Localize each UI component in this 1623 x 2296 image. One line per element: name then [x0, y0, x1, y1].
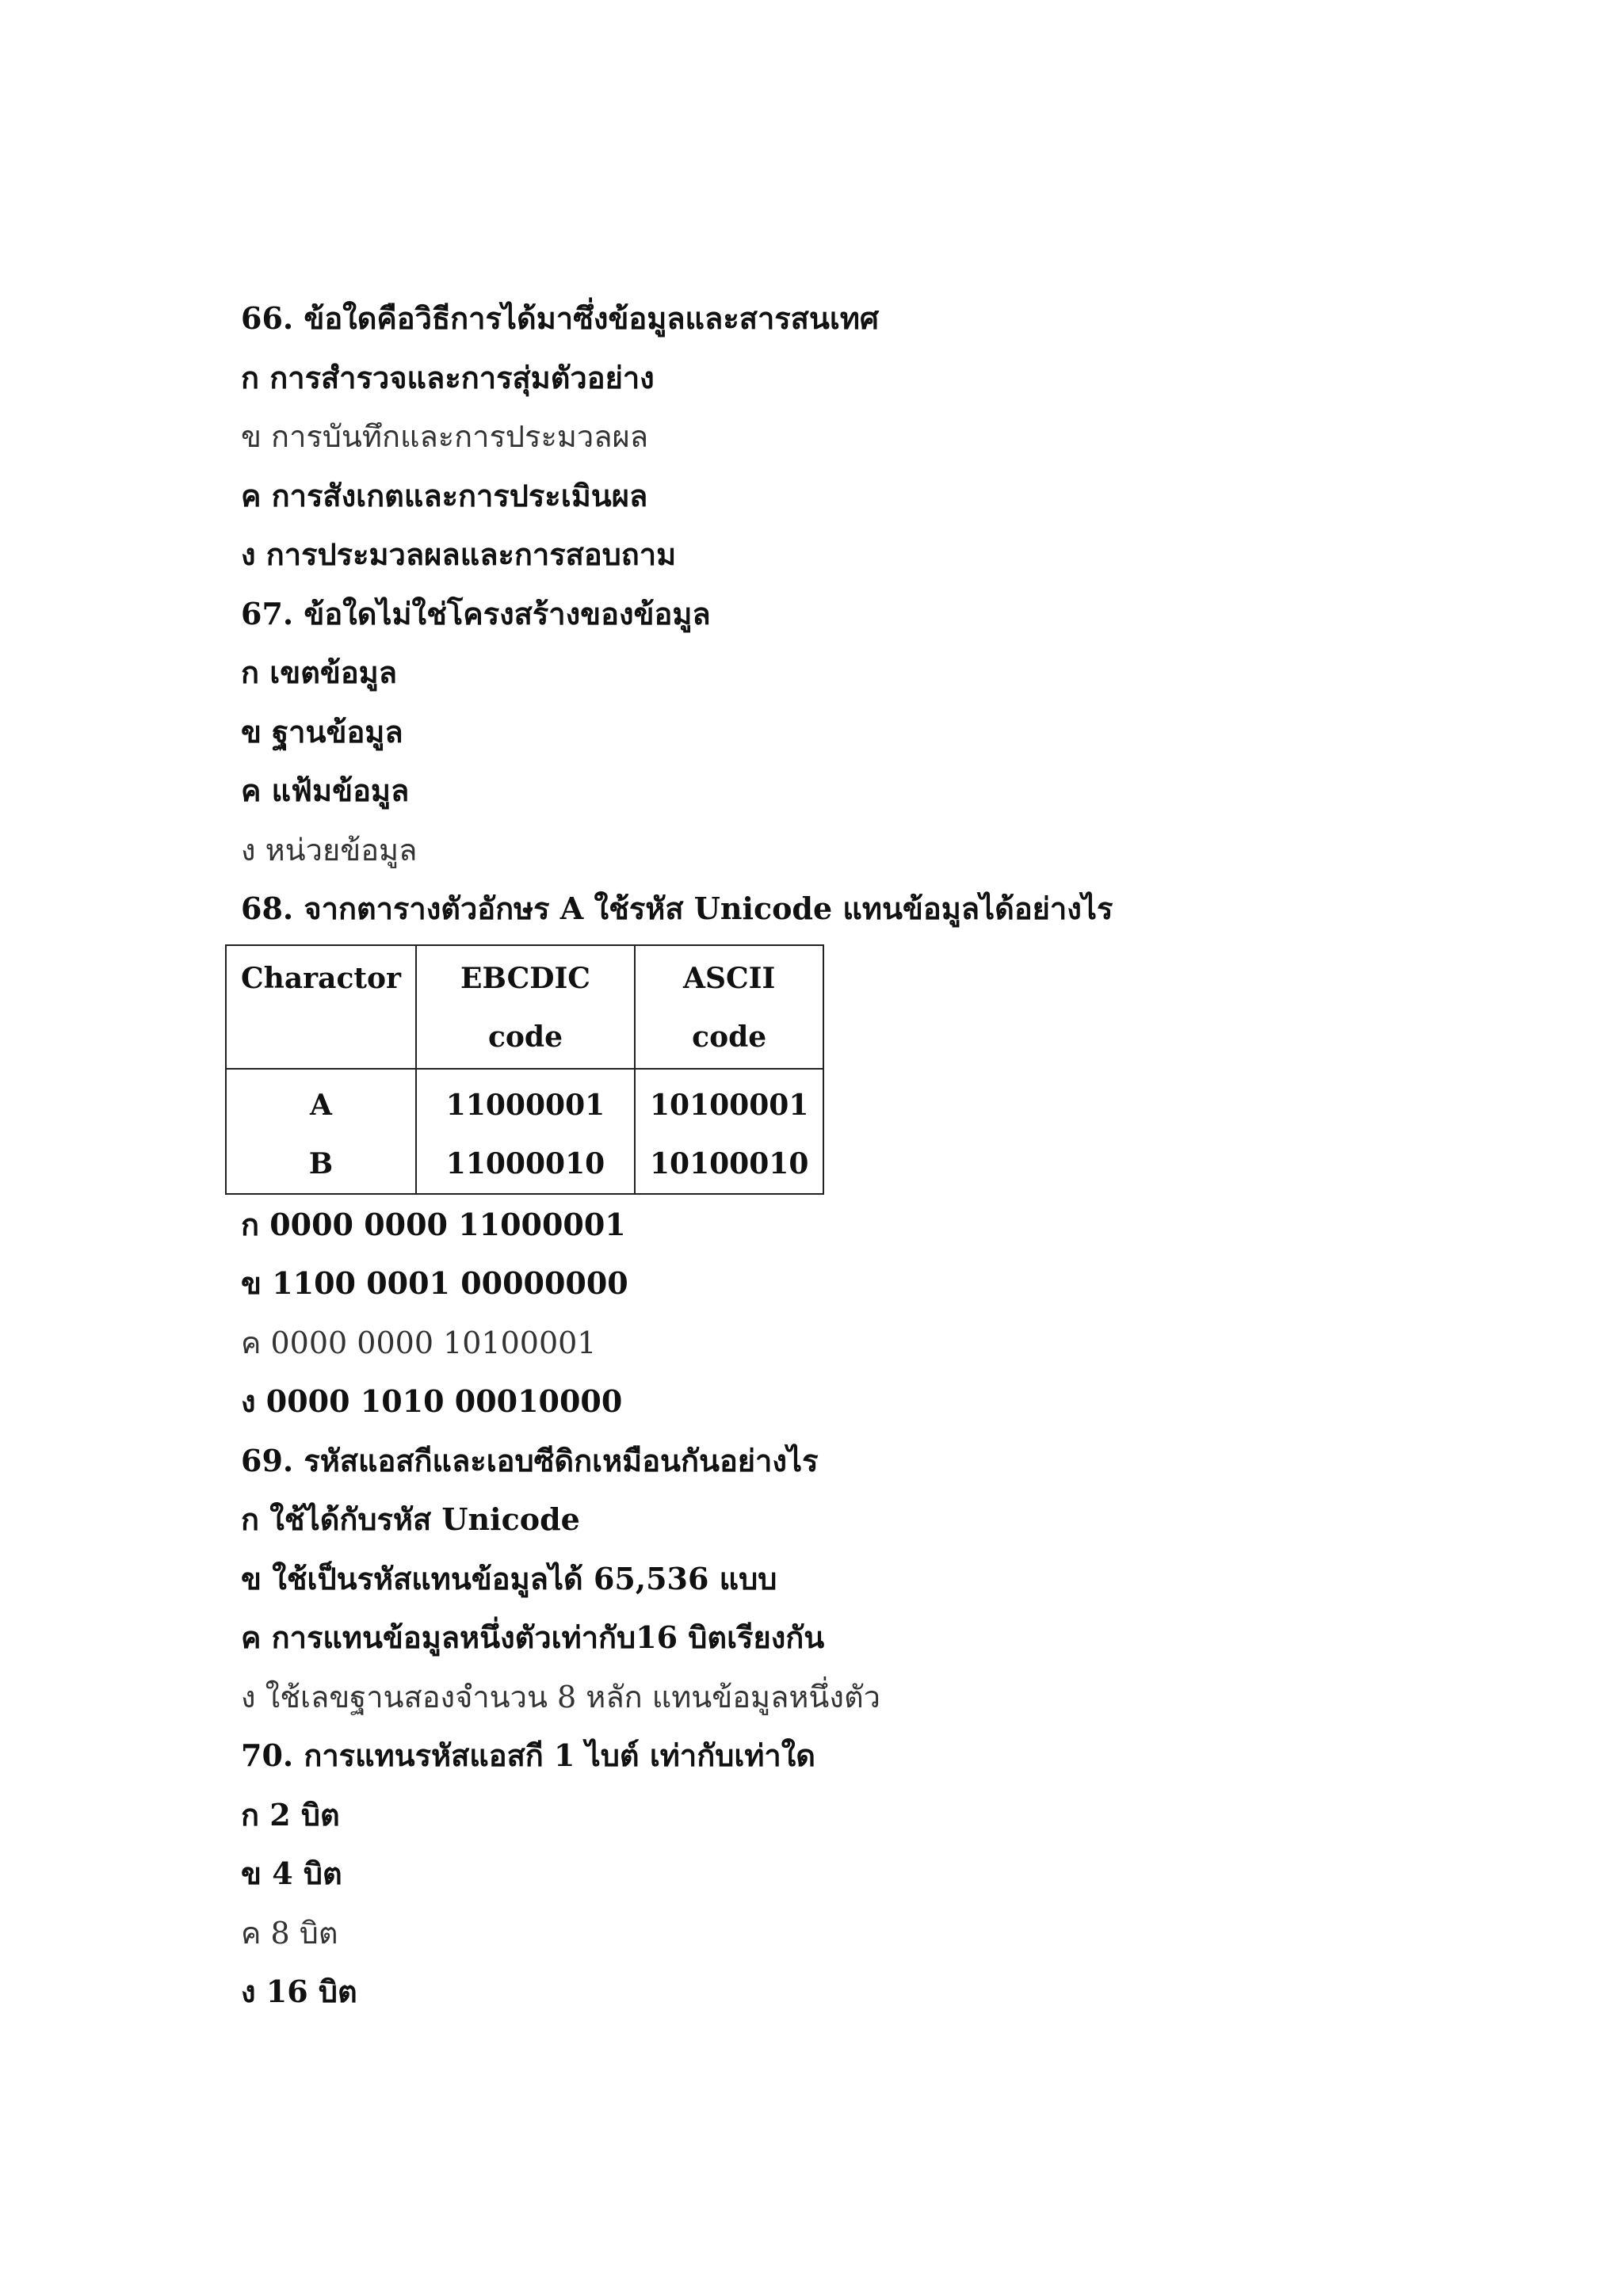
question-67: 67. ข้อใดไม่ใช่โครงสร้างของข้อมูล: [241, 595, 711, 631]
table-row: [226, 1069, 823, 1135]
header-charactor: Charactor: [226, 945, 416, 1069]
table-row: [226, 1135, 823, 1194]
cell-ascii-b: 10100010: [635, 1135, 823, 1194]
code-table: [225, 944, 824, 1195]
q67-option-a: ก เขตข้อมูล: [241, 654, 398, 690]
header-ebcdic: EBCDIC code: [416, 945, 635, 1069]
q68-option-d: ง 0000 1010 00010000: [241, 1383, 623, 1419]
q66-option-a: ก การสำรวจและการสุ่มตัวอย่าง: [241, 359, 655, 395]
q67-option-b: ข ฐานข้อมูล: [241, 713, 403, 749]
q68-option-a: ก 0000 0000 11000001: [241, 1206, 626, 1242]
header-ascii: [635, 945, 823, 1069]
exam-page: [241, 295, 1509, 2027]
header-ascii-line1: ASCII: [683, 961, 776, 995]
q69-option-d: ง ใช้เลขฐานสองจำนวน 8 หลัก แทนข้อมูลหนึ่งตัว: [241, 1679, 880, 1714]
question-68: 68. จากตารางตัวอักษร A ใช้รหัส Unicode แทนข้อมูลได้อย่างไร: [241, 891, 1113, 926]
cell-char-b: B: [226, 1135, 416, 1194]
cell-ebcdic-a: 11000001: [416, 1069, 635, 1135]
table-header-row: [226, 945, 823, 1069]
question-69: 69. รหัสแอสกีและเอบซีดิกเหมือนกันอย่างไร: [241, 1442, 819, 1478]
q70-option-b: ข 4 บิต: [241, 1855, 342, 1891]
q69-option-a: ก ใช้ได้กับรหัส Unicode: [241, 1501, 580, 1537]
q68-option-b: ข 1100 0001 00000000: [241, 1265, 628, 1301]
cell-ebcdic-b: 11000010: [416, 1135, 635, 1194]
q66-option-c: ค การสังเกตและการประเมินผล: [241, 477, 648, 513]
q66-option-b: ข การบันทึกและการประมวลผล: [241, 419, 649, 454]
q70-option-a: ก 2 บิต: [241, 1796, 340, 1833]
q69-option-b: ข ใช้เป็นรหัสแทนข้อมูลได้ 65,536 แบบ: [241, 1560, 777, 1596]
q69-option-c: ค การแทนข้อมูลหนึ่งตัวเท่ากับ16 บิตเรียงกัน: [241, 1619, 825, 1655]
cell-char-a: A: [226, 1069, 416, 1135]
q70-option-c: ค 8 บิต: [241, 1915, 338, 1951]
cell-ascii-a: 10100001: [635, 1069, 823, 1135]
q70-option-d: ง 16 บิต: [241, 1974, 357, 2009]
header-ascii-line2: code: [692, 1020, 767, 1054]
q66-option-d: ง การประมวลผลและการสอบถาม: [241, 536, 677, 572]
question-70: 70. การแทนรหัสแอสกี 1 ไบต์ เท่ากับเท่าใด: [241, 1737, 815, 1773]
q67-option-c: ค แฟ้มข้อมูล: [241, 772, 410, 808]
q68-option-c: ค 0000 0000 10100001: [241, 1325, 597, 1360]
question-66: 66. ข้อใดคือวิธีการได้มาซึ่งข้อมูลและสารสนเทศ: [241, 300, 880, 336]
q67-option-d: ง หน่วยข้อมูล: [241, 832, 418, 868]
